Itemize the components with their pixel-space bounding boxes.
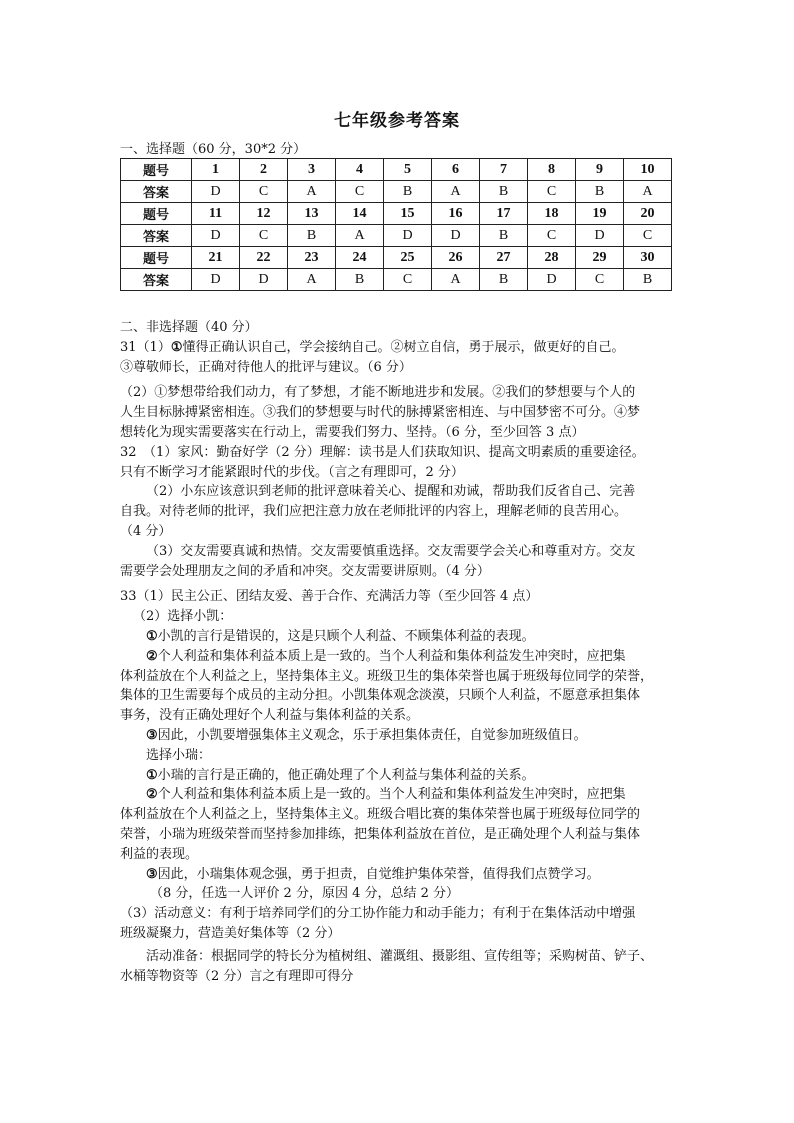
q33-line: 水桶等物资等（2 分）言之有理即可得分: [120, 968, 354, 984]
question-number-row: [121, 159, 672, 181]
answer-row: [121, 269, 672, 291]
q33-line: ②个人利益和集体利益本质上是一致的。当个人利益和集体利益发生冲突时，应把集: [146, 787, 626, 803]
question-number-cell: 9: [576, 159, 624, 181]
answer-cell: B: [336, 269, 384, 291]
q33-line: 集体的卫生需要每个成员的主动分担。小凯集体观念淡漠，只顾个人利益，不愿意承担集体: [120, 688, 641, 704]
q33-line: 33（1）民主公正、团结友爱、善于合作、充满活力等（至少回答 4 点）: [120, 589, 539, 605]
question-number-cell: 24: [336, 247, 384, 269]
answer-cell: C: [336, 181, 384, 203]
question-number-cell: 1: [192, 159, 240, 181]
q33-line: 选择小瑞：: [146, 747, 212, 763]
q31-line: ③尊敬师长，正确对待他人的批评与建议。（6 分）: [120, 359, 412, 375]
answer-cell: A: [432, 181, 480, 203]
q33-line: 体利益放在个人利益之上，坚持集体主义。班级合唱比赛的集体荣誉也属于班级每位同学的: [120, 807, 641, 823]
question-number-cell: 23: [288, 247, 336, 269]
q32-line: （3）交友需要真诚和热情。交友需要慎重选择。交友需要学会关心和尊重对方。交友: [146, 543, 636, 559]
question-number-cell: 25: [384, 247, 432, 269]
question-number-cell: 20: [624, 203, 672, 225]
answer-cell: C: [528, 225, 576, 247]
q32-line: （4 分）: [120, 523, 172, 539]
answer-cell: B: [384, 181, 432, 203]
answer-cell: D: [384, 225, 432, 247]
q31-line: 人生目标脉搏紧密相连。③我们的梦想要与时代的脉搏紧密相连、与中国梦密不可分。④梦: [120, 405, 641, 421]
answer-cell: D: [192, 225, 240, 247]
question-number-cell: 22: [240, 247, 288, 269]
answer-cell: B: [576, 181, 624, 203]
answer-cell: B: [624, 269, 672, 291]
answer-cell: A: [288, 181, 336, 203]
row-header-answer: 答案: [121, 225, 192, 247]
question-number-cell: 21: [192, 247, 240, 269]
q32-line: 32 （1）家风：勤奋好学（2 分）理解：读书是人们获取知识、提高文明素质的重要途径。: [120, 444, 645, 460]
question-number-cell: 7: [480, 159, 528, 181]
answer-cell: A: [624, 181, 672, 203]
answer-cell: C: [624, 225, 672, 247]
row-header-question: 题号: [121, 247, 192, 269]
answer-cell: B: [480, 269, 528, 291]
q31-line: （2）①梦想带给我们动力，有了梦想，才能不断地进步和发展。②我们的梦想要与个人的: [120, 385, 636, 401]
q33-line: 体利益放在个人利益之上，坚持集体主义。班级卫生的集体荣誉也属于班级每位同学的荣誉，: [120, 668, 654, 684]
question-number-cell: 13: [288, 203, 336, 225]
question-number-cell: 26: [432, 247, 480, 269]
q33-line: 事务，没有正确处理好个人利益与集体利益的关系。: [120, 708, 420, 724]
answer-cell: C: [240, 225, 288, 247]
question-number-cell: 12: [240, 203, 288, 225]
row-header-answer: 答案: [121, 181, 192, 203]
answer-cell: B: [288, 225, 336, 247]
answer-cell: D: [528, 269, 576, 291]
question-number-cell: 5: [384, 159, 432, 181]
row-header-question: 题号: [121, 203, 192, 225]
question-number-cell: 18: [528, 203, 576, 225]
q33-line: ①小瑞的言行是正确的，他正确处理了个人利益与集体利益的关系。: [146, 767, 535, 783]
q31-line: 想转化为现实需要落实在行动上，需要我们努力、坚持。（6 分，至少回答 3 点）: [120, 424, 585, 440]
answer-row: [121, 225, 672, 247]
question-number-cell: 15: [384, 203, 432, 225]
question-number-cell: 17: [480, 203, 528, 225]
question-number-cell: 27: [480, 247, 528, 269]
question-number-cell: 19: [576, 203, 624, 225]
q32-line: 只有不断学习才能紧跟时代的步伐。（言之有理即可，2 分）: [120, 464, 464, 480]
question-number-cell: 6: [432, 159, 480, 181]
q33-line: ③因此，小凯要增强集体主义观念，乐于承担集体责任，自觉参加班级值日。: [146, 727, 587, 743]
question-number-cell: 16: [432, 203, 480, 225]
answer-cell: C: [576, 269, 624, 291]
row-header-answer: 答案: [121, 269, 192, 291]
answer-cell: A: [288, 269, 336, 291]
q33-line: 荣誉，小瑞为班级荣誉而坚持参加排练，把集体利益放在首位，是正确处理个人利益与集体: [120, 826, 641, 842]
answer-cell: B: [480, 225, 528, 247]
q33-line: 活动准备：根据同学的特长分为植树组、灌溉组、摄影组、宣传组等；采购树苗、铲子、: [146, 948, 654, 964]
question-number-cell: 10: [624, 159, 672, 181]
question-number-cell: 3: [288, 159, 336, 181]
q33-line: ①小凯的言行是错误的，这是只顾个人利益、不顾集体利益的表现。: [146, 628, 535, 644]
q33-line: 班级凝聚力，营造美好集体等（2 分）: [120, 925, 341, 941]
answer-cell: D: [432, 225, 480, 247]
section1-heading: 一、选择题（60 分，30*2 分）: [120, 142, 307, 157]
question-number-cell: 8: [528, 159, 576, 181]
q32-line: 需要学会处理朋友之间的矛盾和冲突。交友需要讲原则。（4 分）: [120, 563, 490, 579]
answer-cell: B: [480, 181, 528, 203]
q33-line: （8 分，任选一人评价 2 分，原因 4 分，总结 2 分）: [150, 886, 460, 902]
question-number-cell: 4: [336, 159, 384, 181]
answer-cell: D: [192, 181, 240, 203]
answer-cell: C: [240, 181, 288, 203]
q31-line: 31（1）①懂得正确认识自己，学会接纳自己。②树立自信，勇于展示，做更好的自己。: [120, 339, 625, 355]
q33-line: 利益的表现。: [120, 846, 199, 862]
answer-table: [120, 158, 672, 291]
q33-line: （2）选择小凯：: [133, 609, 233, 625]
answer-cell: A: [432, 269, 480, 291]
row-header-question: 题号: [121, 159, 192, 181]
question-number-row: [121, 247, 672, 269]
answer-cell: D: [192, 269, 240, 291]
question-number-cell: 30: [624, 247, 672, 269]
question-number-cell: 11: [192, 203, 240, 225]
question-number-cell: 29: [576, 247, 624, 269]
q33-line: ③因此，小瑞集体观念强，勇于担责，自觉维护集体荣誉，值得我们点赞学习。: [146, 866, 600, 882]
answer-cell: D: [240, 269, 288, 291]
q32-line: 自我。对待老师的批评，我们应把注意力放在老师批评的内容上，理解老师的良苦用心。: [120, 504, 628, 520]
question-number-cell: 14: [336, 203, 384, 225]
page-title: 七年级参考答案: [334, 111, 460, 131]
answer-cell: C: [384, 269, 432, 291]
q33-line: （3）活动意义：有利于培养同学们的分工协作能力和动手能力；有利于在集体活动中增强: [120, 906, 636, 922]
question-number-cell: 28: [528, 247, 576, 269]
answer-cell: D: [576, 225, 624, 247]
q32-line: （2）小东应该意识到老师的批评意味着关心、提醒和劝诫，帮助我们反省自己、完善: [146, 484, 636, 500]
question-number-row: [121, 203, 672, 225]
answer-row: [121, 181, 672, 203]
q33-line: ②个人利益和集体利益本质上是一致的。当个人利益和集体利益发生冲突时，应把集: [146, 648, 626, 664]
answer-cell: A: [336, 225, 384, 247]
answer-cell: C: [528, 181, 576, 203]
question-number-cell: 2: [240, 159, 288, 181]
section2: [120, 318, 676, 986]
section2-heading: 二、非选择题（40 分）: [120, 320, 258, 335]
